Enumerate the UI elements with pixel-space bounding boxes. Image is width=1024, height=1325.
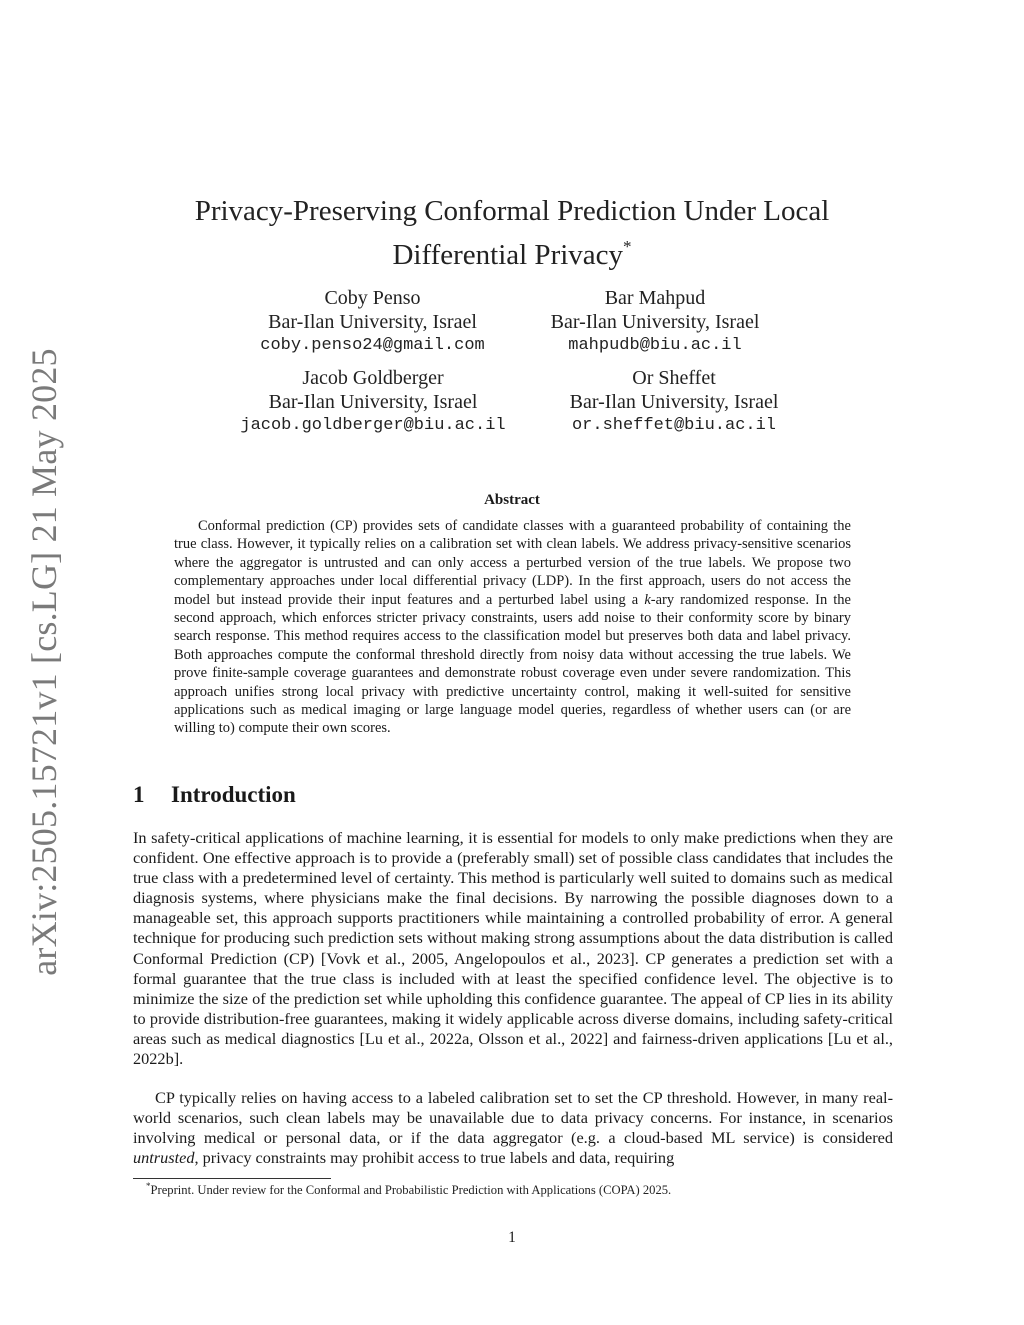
footnote-text: Preprint. Under review for the Conformal and Probabilistic Prediction with Applications (COPA) 2025. [150, 1183, 672, 1198]
author-email[interactable]: or.sheffet@biu.ac.il [571, 416, 777, 435]
abstract-text [174, 517, 851, 738]
title-line-2 [150, 229, 874, 273]
intro-p2-emphasis: untrusted [133, 1148, 195, 1168]
footnote-mark: * [146, 1181, 151, 1191]
author-name: Bar Mahpud [604, 287, 706, 309]
abstract-text-part-2: -ary randomized response. In the second approach, which enforces stricter privacy constraints, users add noise to their conformity score by binary search response. This method requires access to the classification model but preserves both data and label privacy. Both approaches compute the conformal threshold directly from noisy data without accessing the true labels. We prove finite-sample coverage guarantees and demonstrate robust coverage even under severe randomization. This approach unifies strong local privacy with predictive uncertainty control, making it well-suited for sensitive applications such as medical imaging or large language model queries, regardless of whether users can (or are willing to) compute their own scores. [174, 591, 851, 737]
abstract-k-variable: k [644, 591, 651, 608]
title-line-1: Privacy-Preserving Conformal Prediction Under Local [194, 195, 830, 227]
section-title: Introduction [171, 782, 296, 807]
author-affiliation: Bar-Ilan University, Israel [550, 311, 760, 333]
author-name: Coby Penso [324, 287, 421, 309]
author-name: Jacob Goldberger [302, 367, 444, 389]
author-block [230, 286, 515, 358]
title-line-2-text: Differential Privacy [392, 239, 624, 271]
abstract-text-part-1: Conformal prediction (CP) provides sets of candidate classes with a guaranteed probability of containing the true class. However, it typically relies on a calibration set with clean labels. We address privacy-sensitive scenarios where the aggregator is untrusted and can only access a perturbed version of the true labels. We propose two complementary approaches under local differential privacy (LDP). In the first approach, users do not access the model but instead provide their input features and a perturbed label using a [174, 518, 851, 608]
author-email[interactable]: mahpudb@biu.ac.il [568, 336, 742, 355]
section-heading [133, 782, 296, 808]
author-block [545, 366, 803, 438]
page-number: 1 [508, 1229, 516, 1246]
footnote [146, 1181, 671, 1198]
arxiv-identifier: arXiv:2505.15721v1 [cs.LG] 21 May 2025 [24, 348, 64, 976]
intro-p2-text-2: , privacy constraints may prohibit access to true labels and data, requiring [194, 1148, 675, 1168]
author-affiliation: Bar-Ilan University, Israel [569, 391, 779, 413]
author-block [520, 286, 790, 358]
author-email[interactable]: coby.penso24@gmail.com [260, 336, 485, 355]
intro-paragraph-1: In safety-critical applications of machine learning, it is essential for models to only make predictions when they are confident. One effective approach is to provide a (preferably small) set of possible class candidates that includes the true class with a predetermined level of certainty. This method is particularly well suited to domains such as medical diagnosis systems, where physicians make the final decisions. By narrowing the possible diagnoses down to a manageable set, this approach supports practitioners while maintaining a controlled probability of error. A general technique for producing such prediction sets without making strong assumptions about the data distribution is called Conformal Prediction (CP) [Vovk et al., 2005, Angelopoulos et al., 2023]. CP generates a prediction set with a formal guarantee that the true class is included with at least the specified confidence level. The objective is to minimize the size of the prediction set while upholding this confidence guarantee. The appeal of CP lies in its ability to provide distribution-free guarantees, making it widely applicable across diverse domains, including safety-critical areas such as medical diagnostics [Lu et al., 2022a, Olsson et al., 2022] and fairness-driven applications [Lu et al., 2022b]. [133, 828, 893, 1069]
abstract-heading: Abstract [484, 492, 540, 508]
intro-p2-text-1: CP typically relies on having access to a labeled calibration set to set the CP threshold. However, in many real-world scenarios, such clean labels may be unavailable due to data privacy concerns. For instance, in scenarios involving medical or personal data, or if the data aggregator (e.g. a cloud-based ML service) is considered [133, 1088, 893, 1148]
author-affiliation: Bar-Ilan University, Israel [268, 311, 477, 333]
title-footnote-mark: * [623, 237, 632, 256]
intro-paragraph-2 [133, 1088, 893, 1168]
author-name: Or Sheffet [632, 367, 716, 389]
paper-title [150, 193, 874, 273]
author-block [222, 366, 524, 438]
author-email[interactable]: jacob.goldberger@biu.ac.il [240, 416, 506, 435]
footnote-rule [133, 1178, 331, 1179]
section-number: 1 [133, 782, 145, 807]
author-affiliation: Bar-Ilan University, Israel [268, 391, 478, 413]
